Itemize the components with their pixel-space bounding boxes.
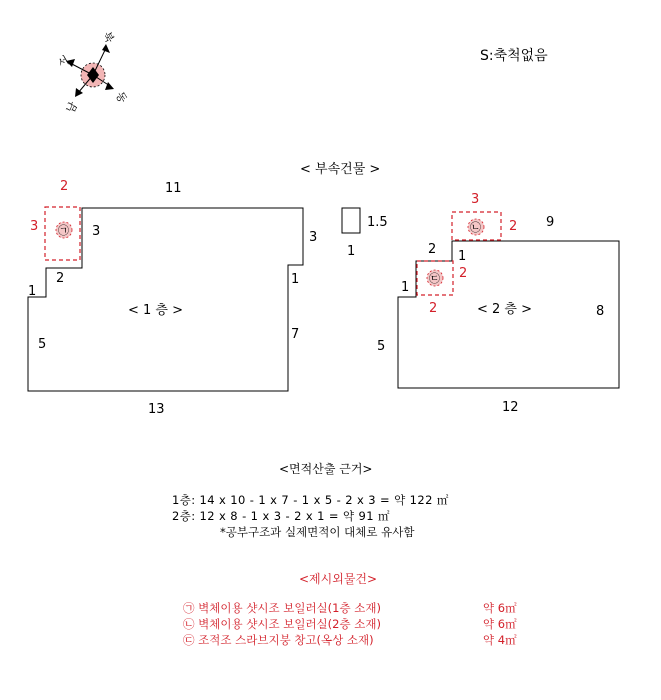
floor1-dim-step-bottom: 1: [28, 284, 37, 299]
floor2-dim-notch-top: 2: [428, 242, 437, 257]
compass-south: 남: [63, 99, 81, 116]
floor2-dim-red-right2: 2: [459, 266, 468, 281]
extension-area-3: 약 4㎡: [483, 633, 517, 647]
floor1-marker: ㉠: [58, 224, 69, 237]
floor2-dim-notch-right: 1: [458, 249, 467, 264]
floor1-dim-right-upper: 3: [309, 230, 318, 245]
floor2-dim-red-bottom: 2: [429, 301, 438, 316]
floor2-dim-right: 8: [596, 304, 605, 319]
extension-desc: 벽체이용 샷시조 보일러실(1층 소재): [198, 601, 381, 615]
compass-east: 동: [112, 89, 130, 106]
extensions-title: <제시외물건>: [299, 572, 378, 586]
compass-west: 서: [55, 53, 72, 71]
floor1-dim-top: 11: [165, 181, 182, 196]
floor1-dim-notch-right: 3: [92, 224, 101, 239]
floor2-dim-red-right: 2: [509, 219, 518, 234]
floor1-dim-red-left: 3: [30, 219, 39, 234]
south-arrow-icon: [75, 88, 83, 97]
floor1-dim-right-lower: 7: [291, 327, 300, 342]
extension-area-1: 약 6㎡: [483, 601, 517, 615]
extension-desc: 벽체이용 샷시조 보일러실(2층 소재): [198, 617, 381, 631]
compass-icon: [55, 30, 130, 116]
floor1-dim-right-step: 1: [291, 272, 300, 287]
area-note: *공부구조과 실제면적이 대체로 유사함: [220, 525, 415, 539]
extension-mark: ㉠: [183, 601, 195, 615]
floor1-dim-step-right: 2: [56, 271, 65, 286]
extension-item-3: [183, 632, 374, 648]
floor2-dim-top: 9: [546, 215, 555, 230]
floor2-dim-step-left: 1: [401, 280, 410, 295]
small-box-bottom: 1: [347, 244, 356, 259]
extension-item-2: [183, 616, 381, 632]
compass-north: 북: [99, 29, 117, 46]
floor2-marker-top: ㉡: [470, 221, 481, 234]
area-line-1: 1층: 14 x 10 - 1 x 7 - 1 x 5 - 2 x 3 = 약 122 ㎡: [172, 493, 449, 507]
extension-mark: ㉢: [183, 633, 195, 647]
floor1-label: < 1 층 >: [128, 303, 184, 318]
extension-mark: ㉡: [183, 617, 195, 631]
extension-area-2: 약 6㎡: [483, 617, 517, 631]
area-line-2: 2층: 12 x 8 - 1 x 3 - 2 x 1 = 약 91 ㎡: [172, 509, 390, 523]
extension-item-1: [183, 600, 381, 616]
area-basis-title: <면적산출 근거>: [279, 462, 373, 476]
floor1-dim-bottom: 13: [148, 402, 165, 417]
floor1-dim-left: 5: [38, 337, 47, 352]
north-arrow-icon: [102, 44, 110, 53]
small-annex-box: [342, 208, 360, 233]
extension-desc: 조적조 스라브지붕 창고(옥상 소재): [198, 633, 374, 647]
floor2-dim-bottom: 12: [502, 400, 519, 415]
section-title: < 부속건물 >: [300, 162, 381, 177]
small-box-side: 1.5: [367, 215, 388, 230]
floor1-dim-red-top: 2: [60, 179, 69, 194]
floor2-marker-left: ㉢: [429, 272, 440, 285]
scale-note: S:축척없음: [480, 48, 548, 64]
floor2-label: < 2 층 >: [477, 302, 533, 317]
floor2-dim-red-top: 3: [471, 192, 480, 207]
floor2-dim-left: 5: [377, 339, 386, 354]
